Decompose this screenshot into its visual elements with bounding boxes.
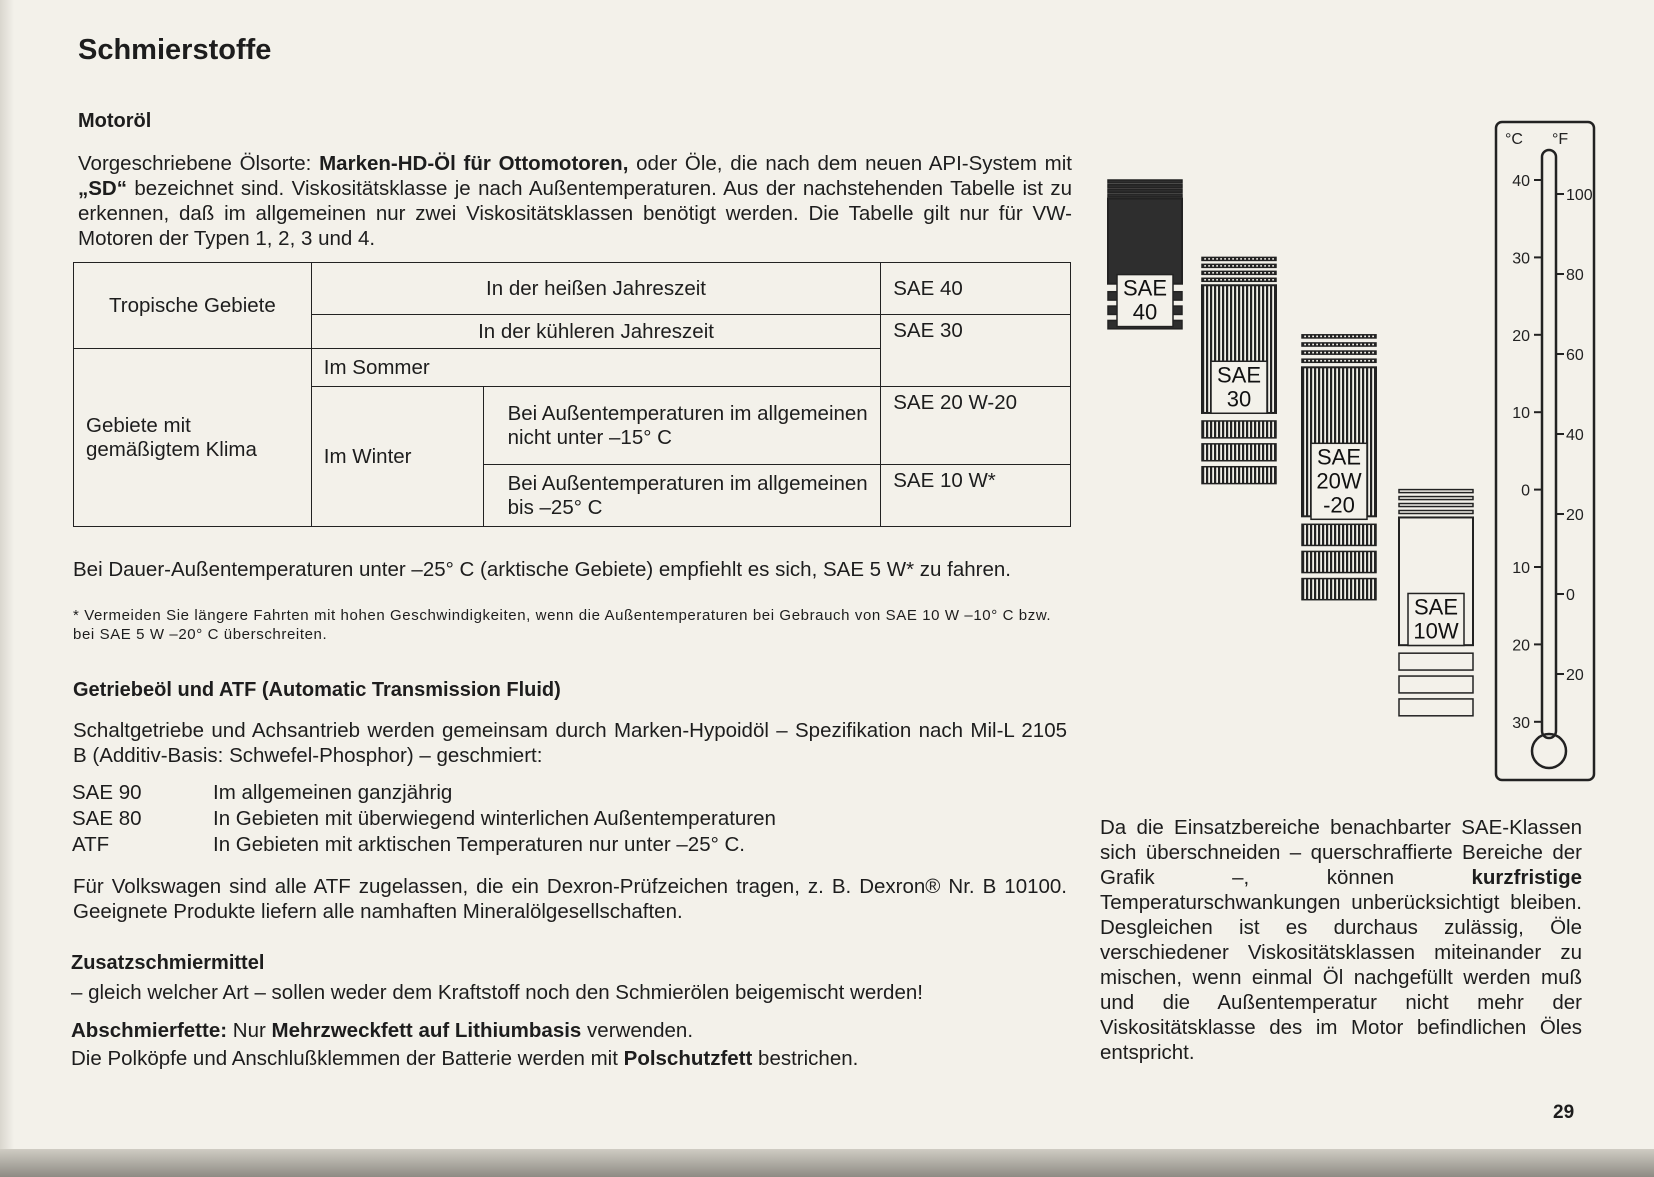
unit-fahrenheit: °F xyxy=(1552,131,1569,148)
side-text-1: Da die Einsatzbereiche benachbarter SAE-Klassen sich überschneiden – querschraffierte Bereiche der Grafik –, können xyxy=(1100,816,1582,889)
overlap-stripe xyxy=(1399,504,1473,507)
overlap-stripe xyxy=(1302,335,1376,338)
overlap-stripe xyxy=(1302,524,1376,545)
fahrenheit-tick-label: 100 xyxy=(1566,187,1593,204)
cell-cool-season: In der kühleren Jahreszeit xyxy=(311,315,880,349)
motoroel-intro xyxy=(78,151,1072,251)
getriebe-text: Schaltgetriebe und Achsantrieb werden gemeinsam durch Marken-Hypoidöl – Spezifikation nach Mil-L 2105 B (Additiv-Basis: Schwefel-Phosphor) – geschmiert: xyxy=(73,719,1067,767)
celsius-tick-label: 30 xyxy=(1512,714,1530,732)
batterie-t1: Die Polköpfe und Anschlußklemmen der Batterie werden mit xyxy=(71,1047,624,1070)
viscosity-table xyxy=(73,262,1071,527)
overlap-stripe xyxy=(1108,185,1182,188)
side-text-bold: kurzfristige xyxy=(1471,866,1582,889)
overlap-stripe xyxy=(1108,189,1182,192)
list-item xyxy=(72,780,776,806)
cell-sae40: SAE 40 xyxy=(881,263,1071,315)
cell-sae10w: SAE 10 W* xyxy=(881,465,1071,527)
viscosity-bar xyxy=(1108,199,1182,284)
zusatz-text: – gleich welcher Art – sollen weder dem Kraftstoff noch den Schmierölen beigemischt werden! xyxy=(71,981,923,1004)
fahrenheit-tick-label: 80 xyxy=(1566,267,1584,284)
bar-label: SAE xyxy=(1216,362,1262,388)
overlap-stripe xyxy=(1202,264,1276,267)
overlap-stripe xyxy=(1202,467,1276,484)
viscosity-temperature-chart xyxy=(1090,110,1610,800)
cell-summer: Im Sommer xyxy=(311,349,880,387)
intro-bold-1: Marken-HD-Öl für Ottomotoren, xyxy=(319,152,629,175)
page-number: 29 xyxy=(1553,1102,1575,1123)
celsius-tick-label: 20 xyxy=(1512,637,1530,655)
list-value: Im allgemeinen ganzjährig xyxy=(213,781,453,804)
overlap-stripe xyxy=(1302,351,1376,354)
overlap-stripe xyxy=(1399,490,1473,493)
abschmier-t1: Nur xyxy=(227,1019,272,1042)
bar-label: SAE xyxy=(1122,275,1168,301)
celsius-tick-label: 20 xyxy=(1512,327,1530,345)
getriebe-heading: Getriebeöl und ATF (Automatic Transmission Fluid) xyxy=(73,679,561,701)
overlap-stripe xyxy=(1202,271,1276,274)
atf-text: Für Volkswagen sind alle ATF zugelassen, die ein Dexron-Prüfzeichen tragen, z. B. Dexron® Nr. B 10100. Geeignete Produkte liefern alle namhaften Mineralölgesellschaften. xyxy=(73,875,1067,923)
bar-label: 20W xyxy=(1316,468,1362,494)
arctic-note: Bei Dauer-Außentemperaturen unter –25° C (arktische Gebiete) empfiehlt es sich, SAE 5 W* zu fahren. xyxy=(73,558,1011,581)
abschmier-text xyxy=(71,1018,1071,1043)
bar-label: SAE xyxy=(1413,594,1459,620)
overlap-stripe xyxy=(1399,676,1473,693)
list-item xyxy=(72,806,776,832)
list-value: In Gebieten mit arktischen Temperaturen nur unter –25° C. xyxy=(213,833,745,856)
list-key: SAE 80 xyxy=(72,807,142,830)
fahrenheit-tick-label: 20 xyxy=(1566,667,1584,684)
overlap-stripe xyxy=(1202,444,1276,461)
abschmier-bold: Mehrzweckfett auf Lithiumbasis xyxy=(271,1019,582,1042)
zusatz-heading: Zusatzschmiermittel xyxy=(71,952,265,974)
overlap-stripe xyxy=(1202,421,1276,438)
page-title: Schmierstoffe xyxy=(78,34,272,66)
overlap-stripe xyxy=(1399,653,1473,670)
intro-text-3: bezeichnet sind. Viskositätsklasse je nach Außentemperaturen. Aus der nachstehenden Tabelle ist zu erkennen, daß im allgemeinen nur zwei Viskositätsklassen benötigt werden. Die Tabelle gilt nur für VW-Motoren der Typen 1, 2, 3 und 4. xyxy=(78,177,1072,250)
celsius-tick-label: 0 xyxy=(1521,482,1530,500)
celsius-tick-label: 40 xyxy=(1512,173,1530,190)
bar-label: 10W xyxy=(1413,618,1459,644)
overlap-stripe xyxy=(1302,551,1376,572)
fahrenheit-tick-label: 20 xyxy=(1566,507,1584,524)
overlap-stripe xyxy=(1202,278,1276,281)
cell-tropical: Tropische Gebiete xyxy=(74,263,312,349)
overlap-stripe xyxy=(1108,194,1182,197)
batterie-bold: Polschutzfett xyxy=(623,1047,753,1070)
cell-hot-season: In der heißen Jahreszeit xyxy=(311,263,880,315)
gear-oil-list xyxy=(72,780,776,858)
cell-temperate: Gebiete mit gemäßigtem Klima xyxy=(74,349,312,527)
cell-winter-1: Bei Außentemperaturen im allgemeinen nicht unter –15° C xyxy=(483,387,881,465)
list-item xyxy=(72,832,776,858)
thermometer-tube xyxy=(1542,150,1556,738)
intro-bold-2: „SD“ xyxy=(78,177,127,200)
unit-celsius: °C xyxy=(1505,131,1523,148)
overlap-stripe xyxy=(1302,343,1376,346)
celsius-tick-label: 30 xyxy=(1512,250,1530,268)
side-text xyxy=(1100,815,1582,1065)
cell-sae30: SAE 30 xyxy=(881,315,1071,387)
cell-winter: Im Winter xyxy=(311,387,483,527)
page-gutter-shadow xyxy=(0,0,14,1177)
bar-label: -20 xyxy=(1323,492,1355,518)
celsius-tick-label: 10 xyxy=(1512,560,1530,577)
page-bottom-shadow xyxy=(0,1149,1654,1177)
bar-label: 30 xyxy=(1226,386,1252,412)
abschmier-label: Abschmierfette: xyxy=(71,1019,228,1042)
fahrenheit-tick-label: 0 xyxy=(1566,587,1575,604)
motoroel-heading: Motoröl xyxy=(78,110,152,132)
cell-sae20w20: SAE 20 W-20 xyxy=(881,387,1071,465)
overlap-stripe xyxy=(1399,699,1473,716)
bar-label: 40 xyxy=(1132,299,1158,325)
fahrenheit-tick-label: 40 xyxy=(1566,427,1584,444)
overlap-stripe xyxy=(1399,510,1473,513)
overlap-stripe xyxy=(1302,359,1376,362)
fahrenheit-tick-label: 60 xyxy=(1566,347,1584,364)
footnote: * Vermeiden Sie längere Fahrten mit hohen Geschwindigkeiten, wenn die Außentemperaturen bei Gebrauch von SAE 10 W –10° C bzw. bei SAE 5 W –20° C überschreiten. xyxy=(73,607,1052,643)
intro-text-2: oder Öle, die nach dem neuen API-System mit xyxy=(628,152,1073,175)
side-text-2: Temperaturschwankungen unberücksichtigt bleiben. Desgleichen ist es durchaus zulässig, Öle verschiedener Viskositätsklassen miteinander zu mischen, wenn einmal Öl nachgefüllt werden muß und die Außentemperatur nicht mehr der Viskositätsklasse des im Motor befindlichen Öles entspricht. xyxy=(1100,891,1582,1064)
batterie-t2: bestrichen. xyxy=(752,1047,859,1070)
list-key: ATF xyxy=(72,833,110,856)
bar-label: SAE xyxy=(1316,444,1362,470)
celsius-tick-label: 10 xyxy=(1512,405,1530,423)
overlap-stripe xyxy=(1302,579,1376,600)
list-key: SAE 90 xyxy=(72,781,142,804)
abschmier-t2: verwenden. xyxy=(581,1019,694,1042)
overlap-stripe xyxy=(1399,497,1473,500)
overlap-stripe xyxy=(1202,257,1276,260)
batterie-text xyxy=(71,1046,1071,1071)
overlap-stripe xyxy=(1108,180,1182,183)
list-value: In Gebieten mit überwiegend winterlichen Außentemperaturen xyxy=(213,807,776,830)
cell-winter-2: Bei Außentemperaturen im allgemeinen bis –25° C xyxy=(483,465,881,527)
intro-text-1: Vorgeschriebene Ölsorte: xyxy=(78,152,320,175)
